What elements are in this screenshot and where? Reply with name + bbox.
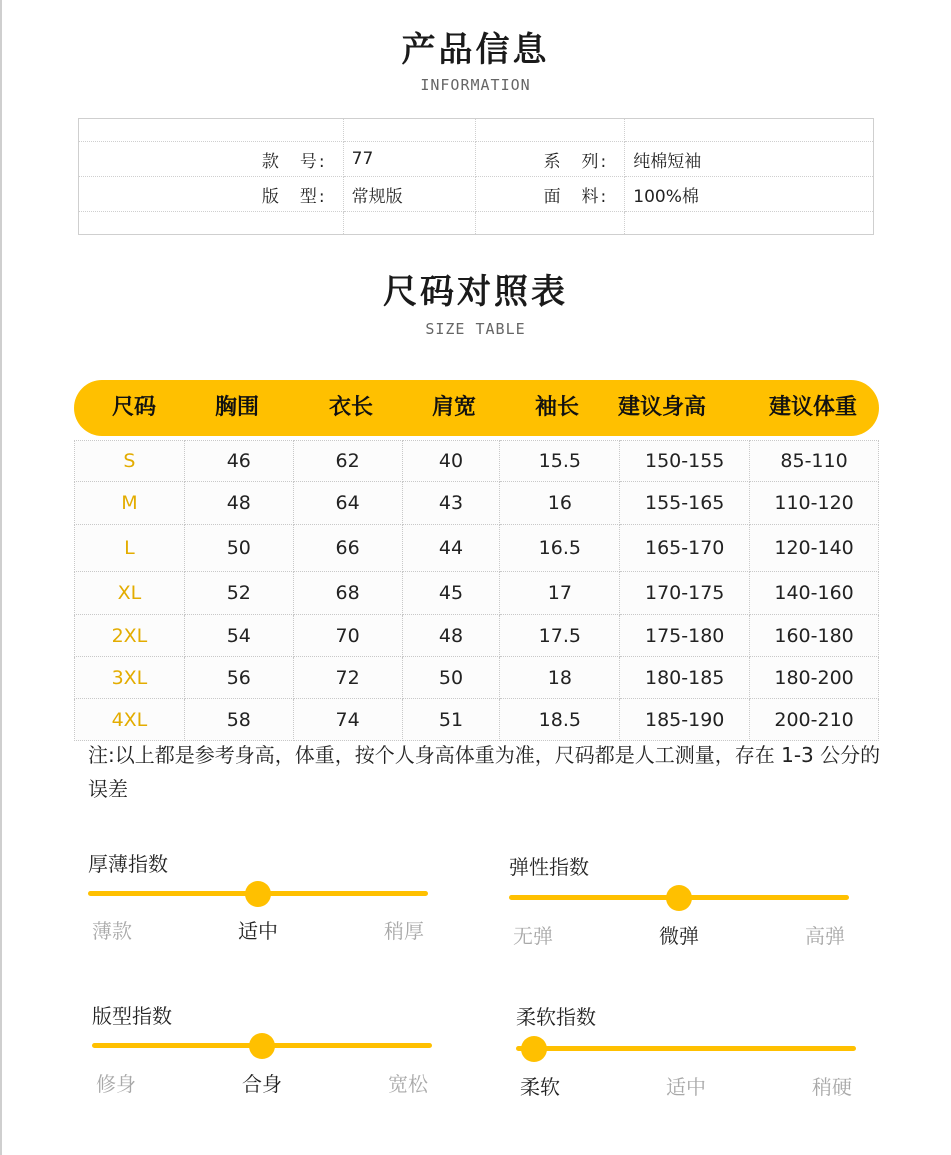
size-label-cell: XL (75, 572, 185, 615)
size-value-cell: 85-110 (750, 441, 879, 482)
size-header-cell: 建议身高 (617, 395, 706, 420)
size-value-cell: 66 (293, 525, 402, 572)
size-value-cell: 64 (293, 482, 402, 525)
size-header-cell: 肩宽 (431, 395, 476, 420)
info-value: 77 (343, 142, 476, 177)
size-value-cell: 180-185 (620, 657, 750, 699)
size-value-cell: 43 (402, 482, 500, 525)
size-table (74, 440, 879, 741)
index-label: 版型指数 (92, 1004, 172, 1028)
size-row (75, 482, 879, 525)
index-option: 微弹 (659, 924, 699, 948)
info-label: 版 型: (79, 177, 344, 212)
size-header-cell: 建议体重 (768, 395, 857, 420)
index-option: 稍硬 (812, 1075, 852, 1099)
size-label-cell: L (75, 525, 185, 572)
size-table-title: 尺码对照表 (383, 272, 568, 312)
size-value-cell: 44 (402, 525, 500, 572)
index-option: 适中 (238, 919, 278, 943)
size-label-cell: S (75, 441, 185, 482)
size-value-cell: 51 (402, 699, 500, 741)
size-value-cell: 180-200 (750, 657, 879, 699)
size-value-cell: 17.5 (500, 615, 620, 657)
size-value-cell: 155-165 (620, 482, 750, 525)
size-value-cell: 40 (402, 441, 500, 482)
index-option: 薄款 (92, 919, 132, 943)
size-table-subtitle: SIZE TABLE (425, 320, 526, 338)
size-row (75, 572, 879, 615)
size-label-cell: 2XL (75, 615, 185, 657)
size-row (75, 525, 879, 572)
size-value-cell: 62 (293, 441, 402, 482)
size-value-cell: 16 (500, 482, 620, 525)
size-value-cell: 170-175 (620, 572, 750, 615)
info-row (79, 142, 874, 177)
index-option: 高弹 (805, 924, 845, 948)
size-value-cell: 72 (293, 657, 402, 699)
index-label: 厚薄指数 (88, 852, 168, 876)
size-value-cell: 70 (293, 615, 402, 657)
size-value-cell: 56 (184, 657, 293, 699)
size-row (75, 441, 879, 482)
size-table-header (74, 380, 879, 436)
index-slider-knob (245, 881, 271, 907)
index-label: 弹性指数 (509, 855, 589, 879)
size-value-cell: 45 (402, 572, 500, 615)
size-value-cell: 110-120 (750, 482, 879, 525)
index-option: 合身 (242, 1072, 282, 1096)
size-value-cell: 185-190 (620, 699, 750, 741)
index-option: 无弹 (513, 924, 553, 948)
size-value-cell: 74 (293, 699, 402, 741)
size-label-cell: 3XL (75, 657, 185, 699)
info-value: 纯棉短袖 (625, 142, 874, 177)
index-slider-knob (521, 1036, 547, 1062)
size-value-cell: 15.5 (500, 441, 620, 482)
size-value-cell: 48 (402, 615, 500, 657)
size-value-cell: 17 (500, 572, 620, 615)
size-label-cell: M (75, 482, 185, 525)
size-value-cell: 46 (184, 441, 293, 482)
info-value: 常规版 (343, 177, 476, 212)
index-slider-track (516, 1046, 856, 1051)
index-option: 修身 (96, 1072, 136, 1096)
size-row (75, 615, 879, 657)
size-value-cell: 150-155 (620, 441, 750, 482)
size-value-cell: 160-180 (750, 615, 879, 657)
index-option: 宽松 (388, 1072, 428, 1096)
left-border (0, 0, 2, 1155)
size-header-cell: 袖长 (534, 395, 579, 420)
index-option: 柔软 (520, 1075, 560, 1099)
product-info-subtitle: INFORMATION (420, 76, 531, 94)
size-header-cell: 衣长 (328, 395, 373, 420)
size-value-cell: 200-210 (750, 699, 879, 741)
size-header-cell: 胸围 (214, 395, 259, 420)
size-value-cell: 175-180 (620, 615, 750, 657)
size-value-cell: 50 (402, 657, 500, 699)
product-info-table (78, 118, 874, 235)
size-value-cell: 140-160 (750, 572, 879, 615)
size-value-cell: 54 (184, 615, 293, 657)
product-info-title: 产品信息 (401, 30, 550, 70)
size-value-cell: 18.5 (500, 699, 620, 741)
index-option: 稍厚 (384, 919, 424, 943)
index-label: 柔软指数 (516, 1005, 596, 1029)
index-slider-knob (249, 1033, 275, 1059)
info-row (79, 177, 874, 212)
size-label-cell: 4XL (75, 699, 185, 741)
size-value-cell: 50 (184, 525, 293, 572)
size-note: 注:以上都是参考身高，体重，按个人身高体重为准，尺码都是人工测量，存在 1-3 公分的误差 (88, 743, 881, 801)
size-row (75, 699, 879, 741)
size-value-cell: 48 (184, 482, 293, 525)
size-value-cell: 165-170 (620, 525, 750, 572)
info-value: 100%棉 (625, 177, 874, 212)
size-value-cell: 68 (293, 572, 402, 615)
size-value-cell: 52 (184, 572, 293, 615)
size-value-cell: 120-140 (750, 525, 879, 572)
size-value-cell: 18 (500, 657, 620, 699)
info-label: 系 列: (476, 142, 625, 177)
size-row (75, 657, 879, 699)
size-header-cell: 尺码 (111, 395, 156, 420)
index-option: 适中 (666, 1075, 706, 1099)
info-label: 面 料: (476, 177, 625, 212)
size-value-cell: 16.5 (500, 525, 620, 572)
index-slider-knob (666, 885, 692, 911)
info-label: 款 号: (79, 142, 344, 177)
size-value-cell: 58 (184, 699, 293, 741)
